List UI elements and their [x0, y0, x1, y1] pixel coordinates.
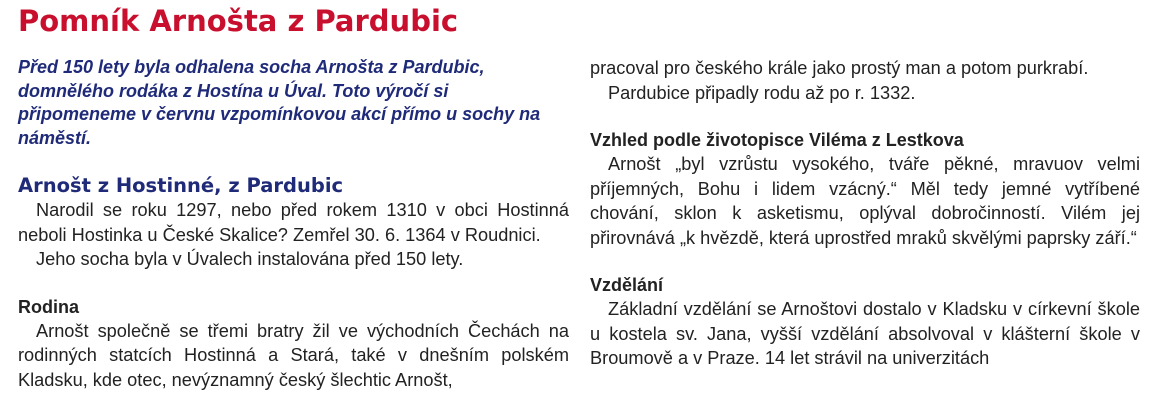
section-heading-family: Rodina	[18, 296, 79, 317]
family-paragraph-continued: pracoval pro českého krále jako prostý man a potom purkrabí.	[590, 58, 1089, 78]
appearance-paragraph: Arnošt „byl vzrůstu vysokého, tváře pěkné, mravuov velmi příjemných, Bohu i lidem vzácný.“ Měl tedy jemné vytříbené chování, sklon k asketismu, oplýval dobročinností. Vilém jej přirovnává „k hvězdě, která uprostřed mraků skvělými paprsky září.“	[590, 154, 1140, 248]
article-title: Pomník Arnošta z Pardubic	[18, 4, 459, 38]
origin-paragraph-2: Jeho socha byla v Úvalech instalována před 150 lety.	[36, 249, 464, 269]
section-heading-origin: Arnošt z Hostinné, z Pardubic	[18, 174, 344, 197]
lead-paragraph: Před 150 lety byla odhalena socha Arnošta z Pardubic, domnělého rodáka z Hostína u Úval. Toto výročí si připomeneme v červnu vzpomínkovou akcí přímo u sochy na náměstí.	[18, 57, 541, 148]
section-heading-appearance: Vzhled podle životopisce Viléma z Lestkova	[590, 130, 964, 150]
education-paragraph: Základní vzdělání se Arnoštovi dostalo v Kladsku v církevní škole u kostela sv. Jana, vyšší vzdělání absolvoval v klášterní škole v Broumově a v Praze. 14 let strávil na univerzitách	[590, 299, 1140, 368]
family-paragraph-2: Pardubice připadly rodu až po r. 1332.	[608, 82, 916, 103]
left-column	[18, 56, 569, 392]
origin-paragraph-1: Narodil se roku 1297, nebo před rokem 1310 v obci Hostinná neboli Hostinka u České Skalice? Zemřel 30. 6. 1364 v Roudnici.	[18, 200, 569, 245]
family-paragraph-1: Arnošt společně se třemi bratry žil ve východních Čechách na rodinných statcích Hostinná a Stará, také v dnešním polském Kladsku, kde otec, nevýznamný český šlechtic Arnošt,	[18, 320, 569, 390]
section-heading-education: Vzdělání	[590, 275, 664, 295]
right-column	[590, 56, 1140, 371]
